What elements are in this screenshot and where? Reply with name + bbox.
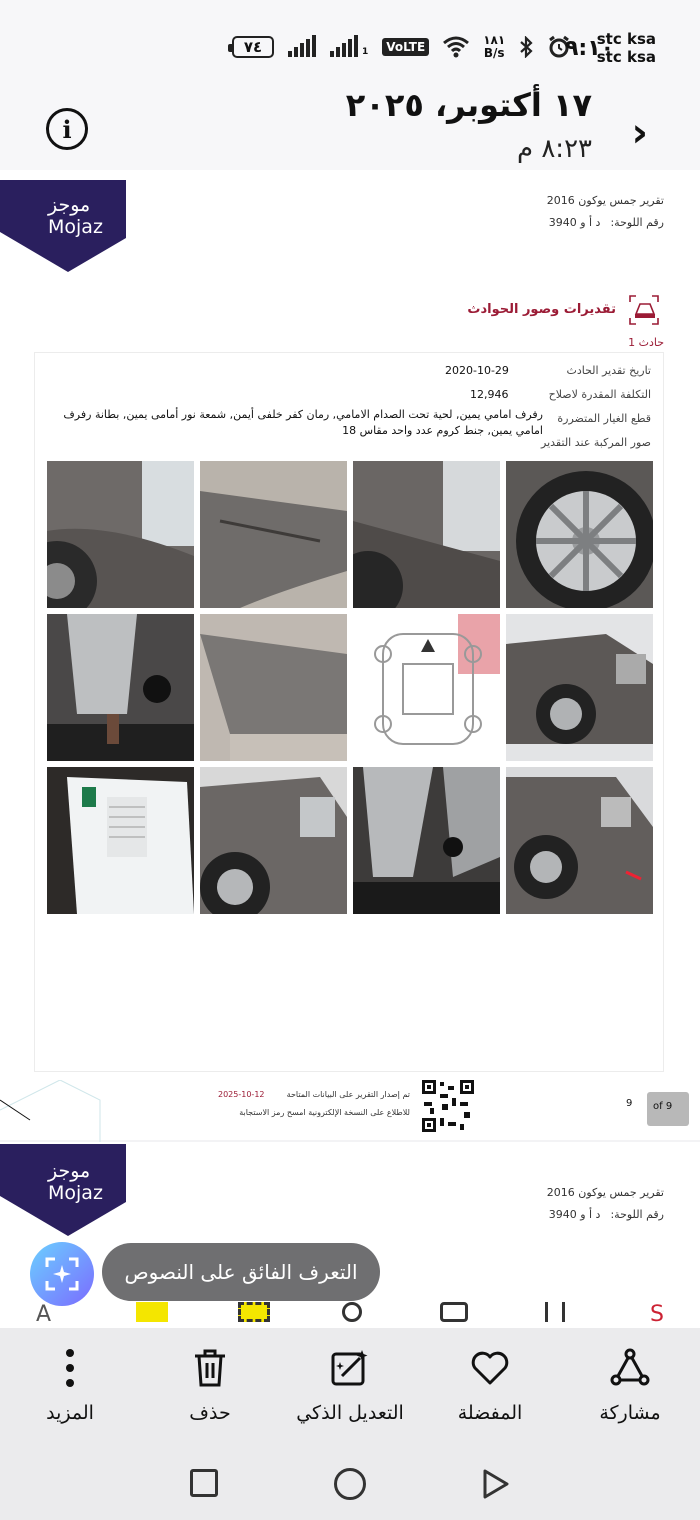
photos-label: صور المركبة عند التقدير <box>541 436 651 449</box>
plate-label-next: رقم اللوحة: <box>610 1208 664 1221</box>
edit-tools-row <box>0 1300 700 1330</box>
cut-tool-icon[interactable] <box>545 1302 565 1322</box>
heart-icon <box>470 1350 510 1386</box>
home-button[interactable] <box>334 1468 366 1500</box>
smart-edit-button[interactable] <box>290 1348 410 1424</box>
bottom-action-bar <box>0 1328 700 1438</box>
page-number: 9 <box>626 1098 633 1109</box>
back-nav-icon[interactable] <box>482 1468 510 1500</box>
accident-label: حادث 1 <box>628 336 664 349</box>
page-of: of 9 <box>647 1092 689 1126</box>
battery-icon: ٧٤ <box>232 36 274 58</box>
cost-value: 12,946 <box>470 388 509 401</box>
report-meta <box>547 190 664 234</box>
volte-badge: VoLTE <box>382 38 429 56</box>
person-tool-icon[interactable] <box>342 1302 362 1322</box>
smart-edit-icon <box>330 1348 370 1388</box>
cost-label: التكلفة المقدرة لاصلاح <box>548 388 651 401</box>
plate-value-next: د أ و 3940 <box>548 1208 601 1221</box>
carrier-1: stc ksa <box>596 30 656 48</box>
text-recognition-button[interactable] <box>30 1242 94 1306</box>
highlight-tool-icon[interactable] <box>136 1302 168 1322</box>
photo-rim-spoke[interactable] <box>353 767 500 914</box>
share-label: مشاركة <box>599 1402 661 1424</box>
report-title-next: تقرير جمس يوكون 2016 <box>546 1186 664 1199</box>
plate-row <box>547 212 664 234</box>
photo-vehicle-diagram[interactable] <box>353 614 500 761</box>
favorite-label: المفضلة <box>457 1402 523 1424</box>
recent-apps-button[interactable] <box>190 1469 218 1497</box>
photo-time: ٨:٢٣ م <box>516 134 592 164</box>
more-button[interactable] <box>10 1348 130 1424</box>
info-button[interactable] <box>46 108 88 150</box>
speed-unit: B/s <box>483 46 505 60</box>
logo-en: Mojaz <box>48 216 103 238</box>
report-title: تقرير جمس يوكون 2016 <box>546 194 664 207</box>
photo-front-right-fender[interactable] <box>353 461 500 608</box>
sim-label: 1 <box>362 47 369 57</box>
car-damage-icon <box>628 294 660 326</box>
carriers <box>597 30 656 66</box>
crop-tool-icon[interactable] <box>238 1302 270 1322</box>
qr-code <box>420 1078 476 1134</box>
photo-paper-document[interactable] <box>47 767 194 914</box>
plate-row-next <box>547 1204 664 1226</box>
bluetooth-icon <box>519 36 533 58</box>
issued-text: تم إصدار التقرير على البيانات المتاحة <box>286 1090 410 1099</box>
network-speed <box>483 34 505 60</box>
parts-value: رفرف امامي يمين, لحية تحت الصدام الامامي, رمان كفر خلفى أيمن, شمعة نور أمامى يمين, بطانة رفرف امامي يمين, جنط كروم عدد واحد مقاس 18 <box>63 408 543 437</box>
photo-rim-closeup[interactable] <box>47 614 194 761</box>
wifi-icon <box>443 36 469 58</box>
text-recognition-pill[interactable]: التعرف الفائق على النصوص <box>102 1243 380 1301</box>
back-button[interactable] <box>632 110 648 156</box>
signal-icon <box>288 37 316 57</box>
trash-icon <box>193 1348 227 1388</box>
report-meta-next <box>547 1182 664 1226</box>
share-button[interactable] <box>570 1348 690 1424</box>
report-footer <box>0 1070 700 1140</box>
more-label: المزيد <box>46 1402 94 1424</box>
logo-en-next: Mojaz <box>48 1182 103 1204</box>
accident-card <box>34 352 664 1072</box>
speed-value: ١٨١ <box>483 33 506 47</box>
more-vert-icon <box>65 1348 75 1388</box>
text-tool-icon[interactable]: A <box>36 1302 52 1327</box>
system-nav-bar <box>0 1438 700 1520</box>
page-decoration <box>0 1080 110 1150</box>
scan-text: للاطلاع على النسخة الإلكترونية امسح رمز الاستجابة <box>239 1108 410 1117</box>
smart-edit-label: التعديل الذكي <box>296 1402 404 1424</box>
photo-date: ١٧ أكتوبر، ٢٠٢٥ <box>345 86 592 124</box>
photo-bumper-lip[interactable] <box>200 614 347 761</box>
issued-date: 2025-10-12 <box>218 1090 265 1099</box>
date-label: تاريخ تقدير الحادث <box>566 364 651 377</box>
damage-photo-grid <box>47 461 653 914</box>
scan-text-icon <box>45 1257 79 1291</box>
report-page <box>0 170 700 1140</box>
share-icon <box>610 1348 650 1388</box>
status-time: ٩:١٠ <box>565 36 615 61</box>
section-title: تقديرات وصور الحوادث <box>467 302 616 317</box>
logo-ar: موجز <box>48 194 91 216</box>
mojaz-logo-text-next <box>48 1160 103 1204</box>
plate-label: رقم اللوحة: <box>610 216 664 229</box>
signal-sim-icon <box>330 37 368 57</box>
photo-front-right-headlight[interactable] <box>47 461 194 608</box>
mojaz-logo-text <box>48 194 103 238</box>
favorite-button[interactable] <box>430 1348 550 1424</box>
logo-ar-next: موجز <box>48 1160 91 1182</box>
photo-front-right-corner[interactable] <box>506 767 653 914</box>
status-bar <box>0 0 700 80</box>
delete-button[interactable] <box>150 1348 270 1424</box>
field-labels <box>541 359 651 455</box>
carrier-2: stc ksa <box>596 48 656 66</box>
chevron-right-icon: › <box>631 110 648 156</box>
photo-front-fender-dent[interactable] <box>200 767 347 914</box>
date-value: 2020-10-29 <box>445 364 509 377</box>
photo-bumper-lower[interactable] <box>200 461 347 608</box>
photo-wheel-rim[interactable] <box>506 461 653 608</box>
parts-label: قطع الغيار المتضررة <box>557 412 651 425</box>
delete-label: حذف <box>189 1402 231 1424</box>
erase-tool-icon[interactable] <box>440 1302 468 1322</box>
info-icon: i <box>62 114 72 144</box>
plate-value: د أ و 3940 <box>548 216 601 229</box>
color-tool-icon[interactable]: S <box>650 1302 664 1327</box>
gallery-header <box>0 80 700 170</box>
photo-vehicle-front-right[interactable] <box>506 614 653 761</box>
status-icons <box>232 34 571 60</box>
